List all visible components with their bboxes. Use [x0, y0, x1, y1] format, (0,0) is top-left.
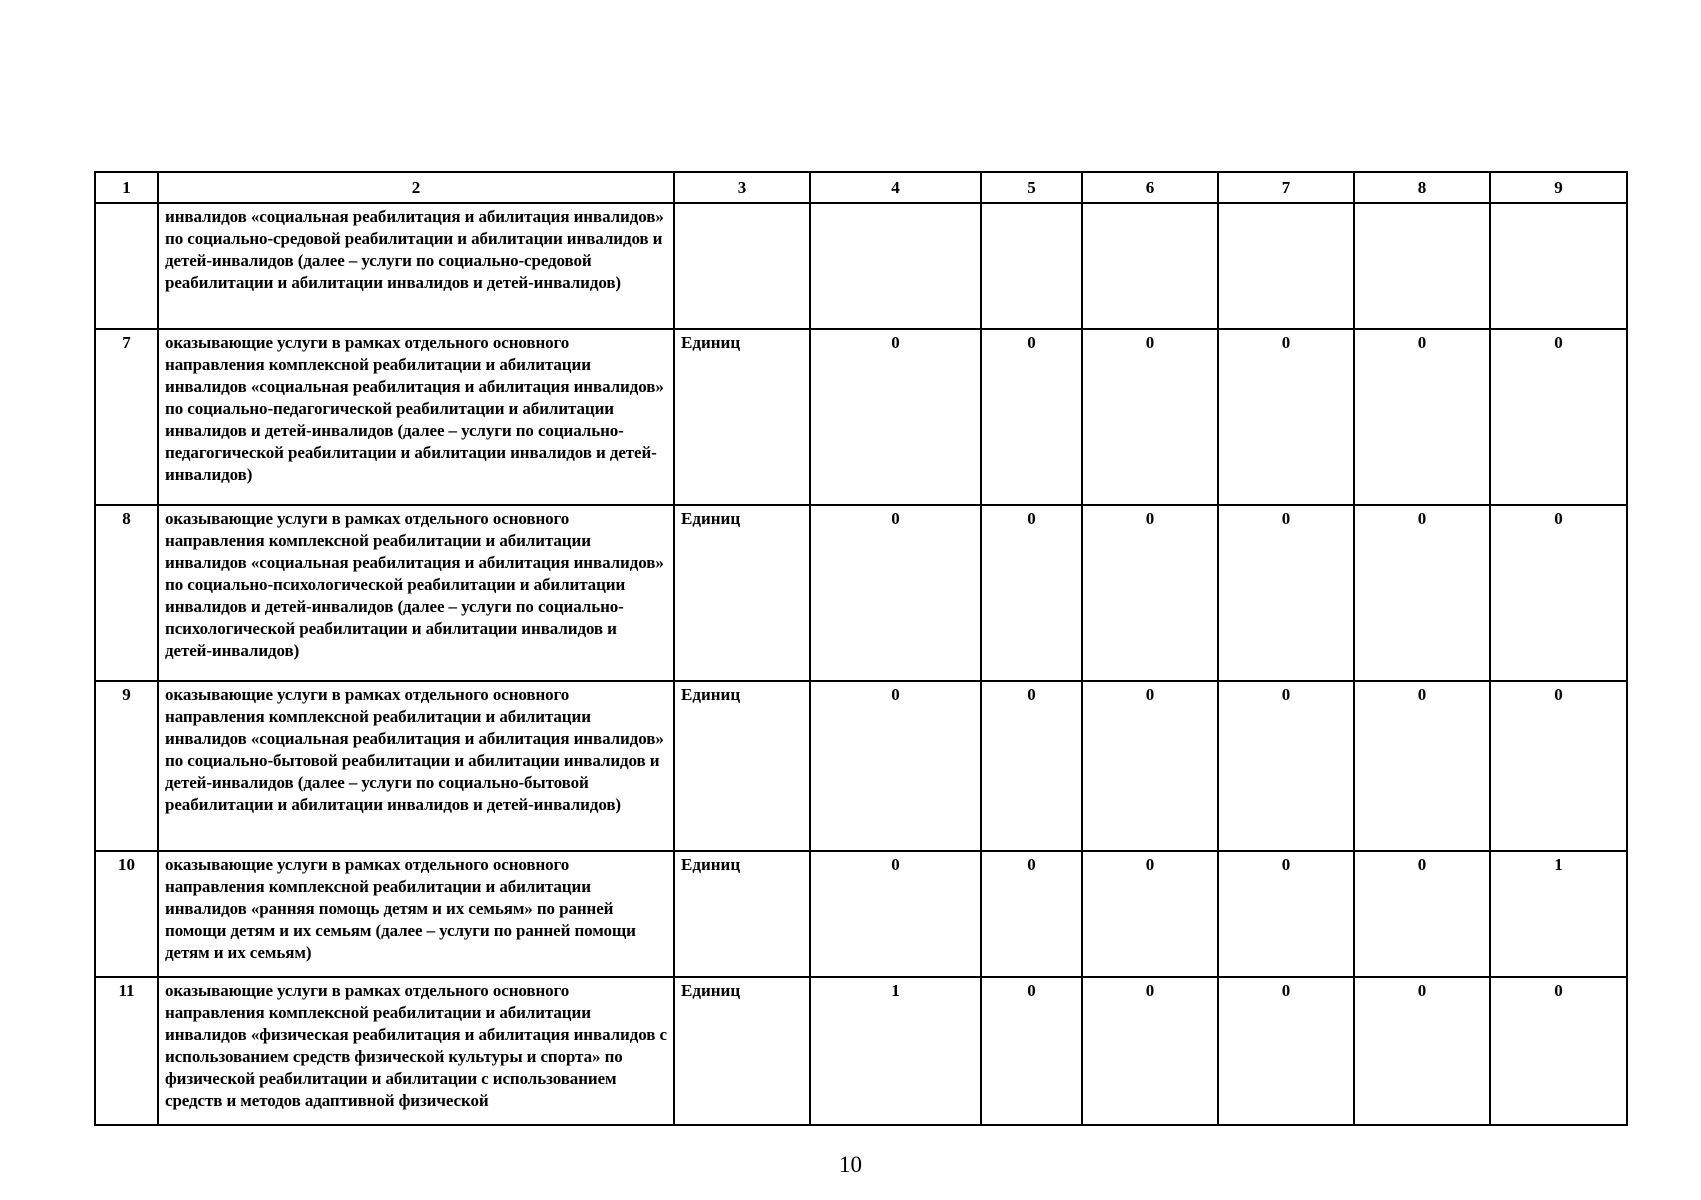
- column-number: 3: [674, 172, 810, 203]
- column-number: 5: [981, 172, 1082, 203]
- row-value: [810, 203, 981, 329]
- row-value: 0: [1490, 977, 1627, 1125]
- column-number: 8: [1354, 172, 1490, 203]
- row-number: 9: [95, 681, 158, 851]
- row-description: оказывающие услуги в рамках отдельного основного направления комплексной реабилитации и абилитации инвалидов «социальная реабилитация и абилитация инвалидов» по социально-педагогической реабилитации и абилитации инвалидов и детей-инвалидов (далее – услуги по социально-педагогической реабилитации и абилитации инвалидов и детей-инвалидов): [158, 329, 674, 505]
- row-value: 0: [981, 851, 1082, 977]
- row-value: 0: [1218, 851, 1354, 977]
- row-value: 0: [810, 505, 981, 681]
- column-number: 7: [1218, 172, 1354, 203]
- row-unit: Единиц: [674, 505, 810, 681]
- row-value: 0: [1218, 329, 1354, 505]
- row-value: 0: [981, 329, 1082, 505]
- row-value: [1218, 203, 1354, 329]
- data-table: [94, 171, 1628, 1126]
- row-value: 0: [1490, 329, 1627, 505]
- row-value: 0: [1354, 681, 1490, 851]
- table-row: [95, 977, 1627, 1125]
- row-value: 0: [1490, 505, 1627, 681]
- row-value: 0: [1354, 977, 1490, 1125]
- column-number-row: [95, 172, 1627, 203]
- row-value: 1: [1490, 851, 1627, 977]
- row-value: 0: [1082, 851, 1218, 977]
- row-value: 0: [1354, 851, 1490, 977]
- column-number: 1: [95, 172, 158, 203]
- row-description: оказывающие услуги в рамках отдельного основного направления комплексной реабилитации и абилитации инвалидов «социальная реабилитация и абилитация инвалидов» по социально-психологической реабилитации и абилитации инвалидов и детей-инвалидов (далее – услуги по социально-психологической реабилитации и абилитации инвалидов и детей-инвалидов): [158, 505, 674, 681]
- table-row: [95, 681, 1627, 851]
- row-unit: [674, 203, 810, 329]
- row-value: 0: [1082, 329, 1218, 505]
- row-description: оказывающие услуги в рамках отдельного основного направления комплексной реабилитации и абилитации инвалидов «социальная реабилитация и абилитация инвалидов» по социально-бытовой реабилитации и абилитации инвалидов и детей-инвалидов (далее – услуги по социально-бытовой реабилитации и абилитации инвалидов и детей-инвалидов): [158, 681, 674, 851]
- row-value: 0: [1082, 977, 1218, 1125]
- row-value: 0: [1354, 329, 1490, 505]
- table-row: [95, 329, 1627, 505]
- row-value: 0: [1354, 505, 1490, 681]
- row-value: 0: [1218, 681, 1354, 851]
- row-value: 0: [1082, 681, 1218, 851]
- row-value: 0: [981, 505, 1082, 681]
- table-row: [95, 505, 1627, 681]
- column-number: 4: [810, 172, 981, 203]
- row-value: 0: [1218, 505, 1354, 681]
- column-number: 2: [158, 172, 674, 203]
- row-value: 0: [810, 851, 981, 977]
- row-value: 1: [810, 977, 981, 1125]
- row-number: 7: [95, 329, 158, 505]
- row-value: 0: [1218, 977, 1354, 1125]
- row-unit: Единиц: [674, 851, 810, 977]
- row-number: 11: [95, 977, 158, 1125]
- row-unit: Единиц: [674, 977, 810, 1125]
- row-description: инвалидов «социальная реабилитация и абилитация инвалидов» по социально-средовой реабилитации и абилитации инвалидов и детей-инвалидов (далее – услуги по социально-средовой реабилитации и абилитации инвалидов и детей-инвалидов): [158, 203, 674, 329]
- row-value: 0: [1082, 505, 1218, 681]
- row-value: [1082, 203, 1218, 329]
- row-value: 0: [981, 977, 1082, 1125]
- row-value: 0: [810, 329, 981, 505]
- column-number: 9: [1490, 172, 1627, 203]
- row-value: 0: [981, 681, 1082, 851]
- row-value: [1490, 203, 1627, 329]
- row-number: 10: [95, 851, 158, 977]
- row-number: 8: [95, 505, 158, 681]
- row-description: оказывающие услуги в рамках отдельного основного направления комплексной реабилитации и абилитации инвалидов «физическая реабилитация и абилитация инвалидов с использованием средств физической культуры и спорта» по физической реабилитации и абилитации с использованием средств и методов адаптивной физической: [158, 977, 674, 1125]
- column-number: 6: [1082, 172, 1218, 203]
- row-number: [95, 203, 158, 329]
- row-unit: Единиц: [674, 329, 810, 505]
- table-row: [95, 203, 1627, 329]
- row-value: 0: [810, 681, 981, 851]
- row-description: оказывающие услуги в рамках отдельного основного направления комплексной реабилитации и абилитации инвалидов «ранняя помощь детям и их семьям» по ранней помощи детям и их семьям (далее – услуги по ранней помощи детям и их семьям): [158, 851, 674, 977]
- page-number: 10: [839, 1152, 862, 1177]
- row-unit: Единиц: [674, 681, 810, 851]
- table-row: [95, 851, 1627, 977]
- row-value: 0: [1490, 681, 1627, 851]
- row-value: [981, 203, 1082, 329]
- row-value: [1354, 203, 1490, 329]
